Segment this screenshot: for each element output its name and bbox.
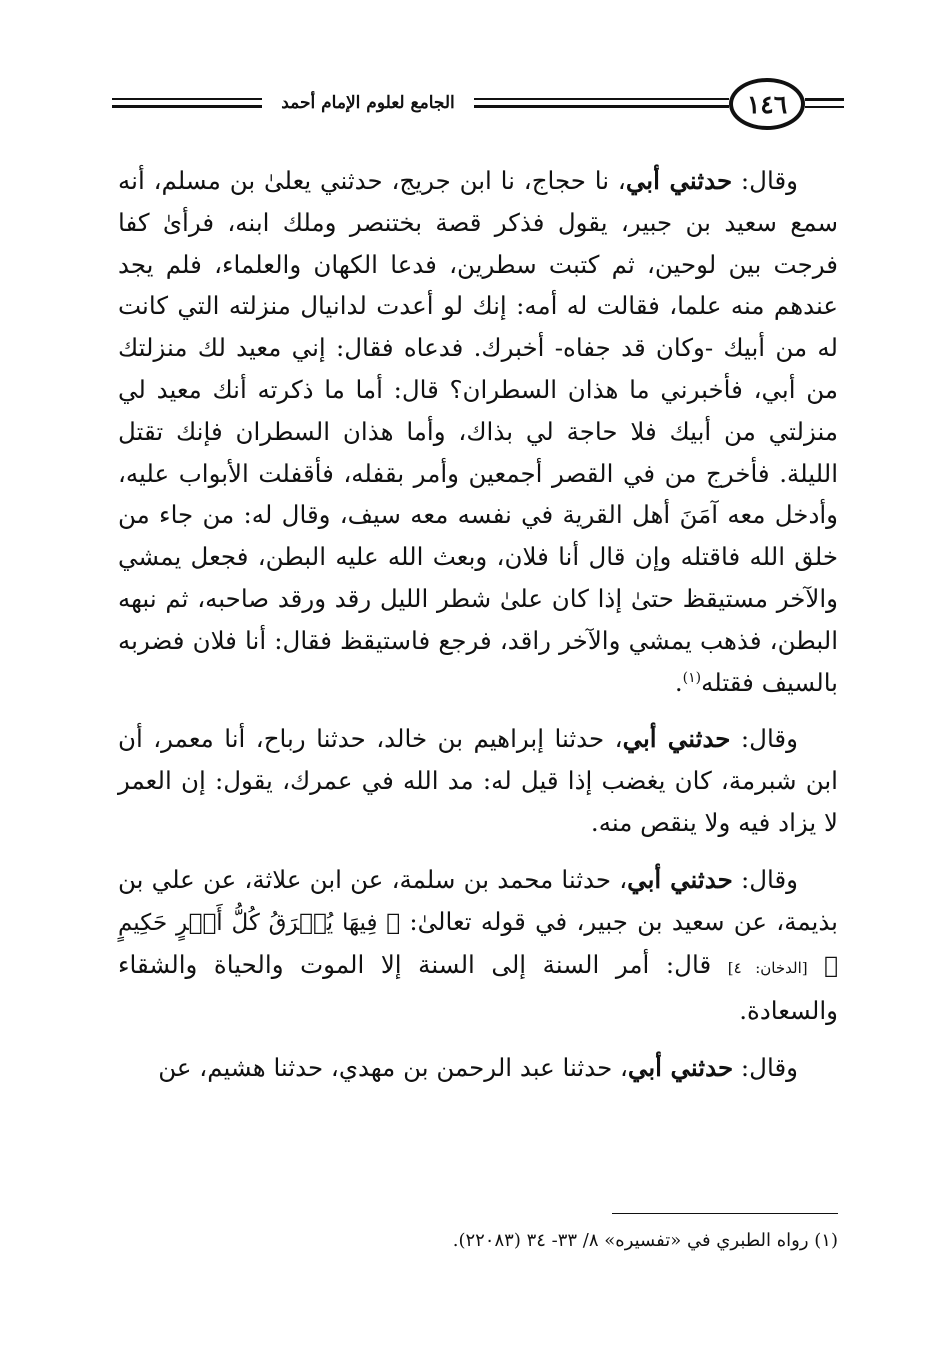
page-number: ١٤٦ [746, 89, 788, 119]
page-number-badge [729, 78, 805, 130]
header-rule-left-bottom [112, 105, 262, 108]
footnote-text: رواه الطبري في «تفسيره» ٨/ ٣٣- ٣٤ (٢٢٠٨٣). [452, 1230, 815, 1251]
verse-citation: [الدخان: ٤] [727, 959, 808, 978]
paragraph-text: ، نا حجاج، نا ابن جريج، حدثني يعلىٰ بن مسلم، أنه سمع سعيد بن جبير، يقول فذكر قصة بختنصر وملك ابنه، فرأىٰ كفا فرجت بين لوحين، ثم كتبت سطرين، فدعا الكهان والعلماء، فلم يجد عندهم منه علما، فقالت له أمه: إنك لو أعدت لدانيال منزلته التي كانت له من أبيك -وكان قد جفاه- أخبرك. فدعاه فقال: إني معيد لك منزلتك من أبي، فأخبرني ما هذان السطران؟ قال: أما ما ذكرته أنك معيد لي منزلتي من أبيك فلا حاجة لي بذاك، وأما هذان السطران فإنك تقتل الليلة. فأخرج من في القصر أجمعين وأمر بقفله، فأقفلت الأبواب عليه، وأدخل معه آمَنَ أهل القرية في نفسه معه سيف، وقال له: من جاء من خلق الله فاقتله وإن قال أنا فلان، وبعث الله عليه البطن، فجعل يمشي والآخر مستيقظ حتىٰ إذا كان علىٰ شطر الليل رقد ورقد صاحبه، ثم نبهه البطن، فذهب يمشي والآخر راقد، فرجع فاستيقظ فقال: أنا فلان فضربه بالسيف فقتله [118, 166, 838, 697]
paragraph-text: ، حدثنا إبراهيم بن خالد، حدثنا رباح، أنا معمر، أن ابن شبرمة، كان يغضب إذا قيل له: مد الله في عمرك، يقول: إن العمر لا يزاد فيه ولا ينقص منه. [118, 724, 838, 837]
footnote [118, 1226, 838, 1256]
narrator-phrase: حدثني أبي [625, 166, 733, 195]
paragraph-lead: وقال: [730, 724, 798, 754]
paragraph-tail: قال: أمر السنة إلى السنة إلا الموت والحياة والشقاء والسعادة. [118, 950, 838, 1026]
header-rule-middle-bottom [474, 105, 729, 108]
header-rule-right-bottom [805, 106, 844, 108]
paragraph [118, 718, 838, 843]
paragraph [118, 160, 838, 703]
paragraph [118, 1047, 838, 1089]
main-text [118, 160, 838, 1104]
page-header [112, 78, 844, 130]
narrator-phrase: حدثني أبي [627, 864, 733, 894]
footnote-reference[interactable]: (١) [682, 669, 702, 686]
quran-verse: ﴿ فِيهَا يُفۡرَقُ كُلُّ أَمۡرٍ حَكِيمٍ ﴾ [118, 909, 838, 980]
paragraph-lead: وقال: [733, 1052, 798, 1082]
paragraph-tail: . [674, 667, 683, 697]
paragraph-text: ، حدثنا عبد الرحمن بن مهدي، حدثنا هشيم، عن [158, 1052, 628, 1082]
narrator-phrase: حدثني أبي [627, 1052, 734, 1082]
footnote-separator [612, 1213, 838, 1214]
paragraph-text: ، حدثنا محمد بن سلمة، عن ابن علاثة، عن علي بن بذيمة، عن سعيد بن جبير، في قوله تعالىٰ: [118, 864, 839, 936]
paragraph [118, 859, 838, 1032]
header-rule-right-top [805, 98, 844, 101]
narrator-phrase: حدثني أبي [622, 724, 731, 754]
footnote-marker: (١) [814, 1230, 838, 1251]
header-rule-left-top [112, 98, 262, 100]
running-title: الجامع لعلوم الإمام أحمد [262, 90, 474, 116]
paragraph-lead: وقال: [732, 864, 799, 894]
header-rule-middle-top [474, 98, 729, 100]
paragraph-lead: وقال: [732, 166, 798, 195]
